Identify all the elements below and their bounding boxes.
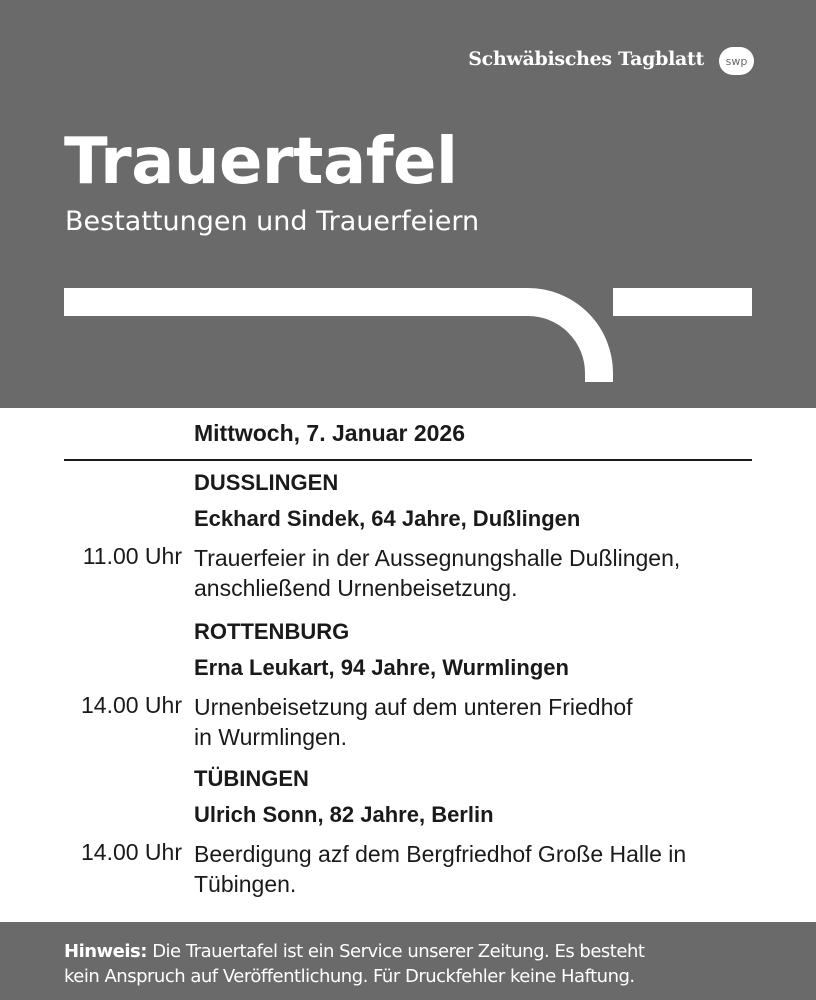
- deceased-name: Ulrich Sonn, 82 Jahre, Berlin: [194, 802, 494, 827]
- date-heading: Mittwoch, 7. Januar 2026: [194, 420, 465, 446]
- ceremony-time: 14.00 Uhr: [80, 839, 182, 865]
- header-banner: [0, 0, 816, 408]
- ceremony-description: [194, 692, 754, 752]
- place-heading: TÜBINGEN: [194, 766, 309, 791]
- disclaimer-label: Hinweis:: [64, 941, 147, 962]
- page-title: Trauertafel: [64, 125, 458, 199]
- decorative-road-graphic: [0, 0, 816, 408]
- ceremony-description: [194, 839, 754, 899]
- ceremony-description: [194, 543, 754, 603]
- disclaimer-footer: [0, 922, 816, 1000]
- disclaimer-text: Die Trauertafel ist ein Service unserer Zeitung. Es besteht: [146, 941, 645, 962]
- swp-badge: swp: [719, 47, 754, 75]
- description-line: in Wurmlingen.: [194, 724, 347, 750]
- ceremony-time: 14.00 Uhr: [80, 692, 182, 718]
- disclaimer-line-2: kein Anspruch auf Veröffentlichung. Für Druckfehler keine Haftung.: [64, 966, 635, 987]
- description-line: Tübingen.: [194, 871, 297, 897]
- place-heading: ROTTENBURG: [194, 619, 350, 644]
- deceased-name: Erna Leukart, 94 Jahre, Wurmlingen: [194, 655, 569, 680]
- page-subtitle: Bestattungen und Trauerfeiern: [65, 206, 480, 237]
- description-line: anschließend Urnenbeisetzung.: [194, 575, 518, 601]
- newspaper-logo: Schwäbisches Tagblatt: [468, 48, 704, 70]
- description-line: Trauerfeier in der Aussegnungshalle Dußlingen,: [194, 545, 681, 571]
- ceremony-time: 11.00 Uhr: [82, 543, 182, 569]
- deceased-name: Eckhard Sindek, 64 Jahre, Dußlingen: [194, 506, 581, 531]
- divider: [64, 459, 752, 461]
- description-line: Urnenbeisetzung auf dem unteren Friedhof: [194, 694, 633, 720]
- disclaimer-line-1: [64, 939, 816, 964]
- place-heading: DUSSLINGEN: [194, 470, 339, 495]
- description-line: Beerdigung azf dem Bergfriedhof Große Halle in: [194, 841, 687, 867]
